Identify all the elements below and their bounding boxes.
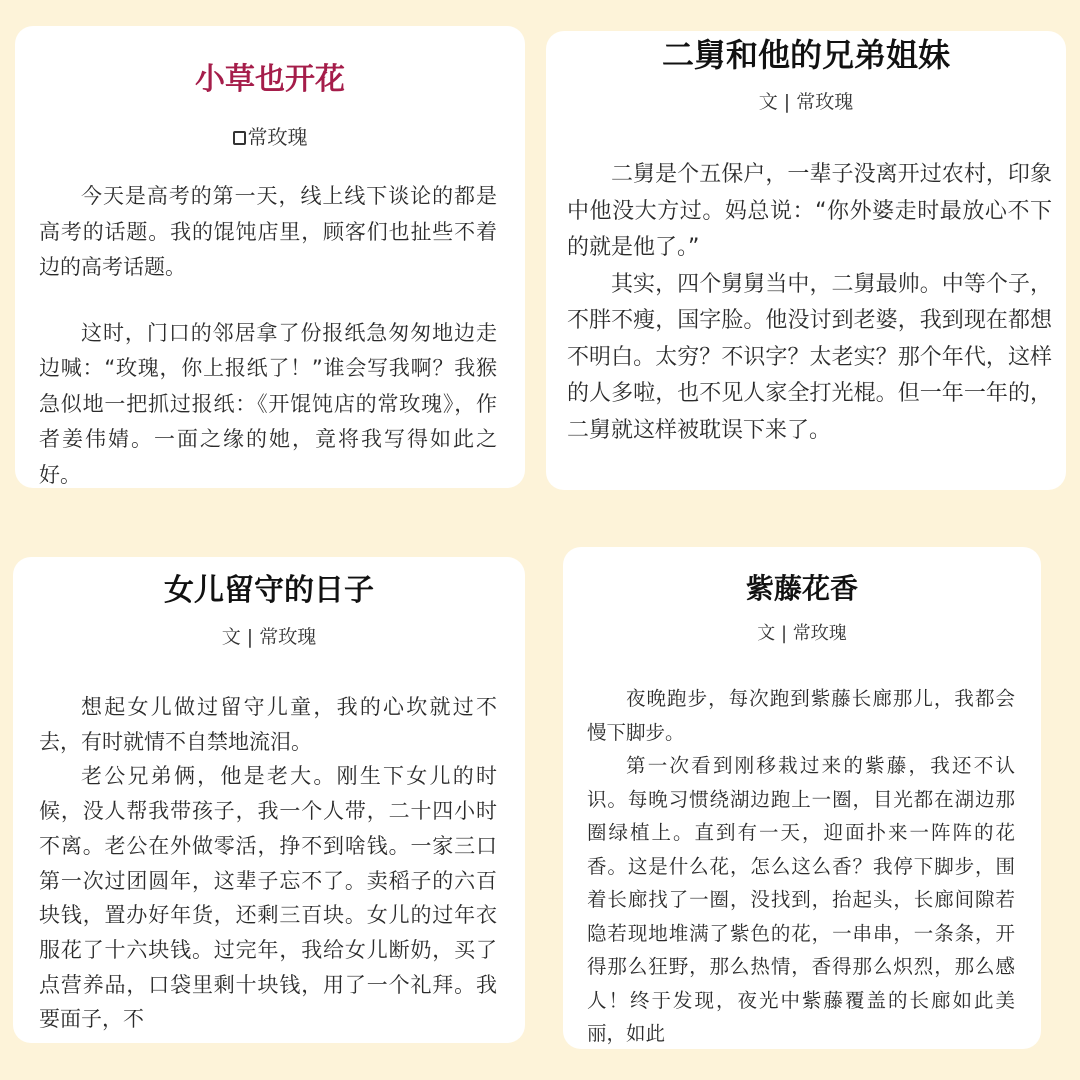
placeholder-box-icon — [233, 131, 246, 145]
article-card-2 — [546, 31, 1066, 490]
paragraph: 老公兄弟俩，他是老大。刚生下女儿的时候，没人帮我带孩子，我一个人带，二十四小时不离。老公在外做零活，挣不到啥钱。一家三口第一次过团圆年，这辈子忘不了。卖稻子的六百块钱，置办好年货，还剩三百块。女儿的过年衣服花了十六块钱。过完年，我给女儿断奶，买了点营养品，口袋里剩十块钱，用了一个礼拜。我要面子，不 — [39, 764, 497, 1032]
paragraph: 第一次看到刚移栽过来的紫藤，我还不认识。每晚习惯绕湖边跑上一圈，目光都在湖边那圈绿植上。直到有一天，迎面扑来一阵阵的花香。这是什么花，怎么这么香？我停下脚步，围着长廊找了一圈，没找到，抬起头，长廊间隙若隐若现地堆满了紫色的花，一串串，一条条，开得那么狂野，那么热情，香得那么炽烈，那么感人！终于发现，夜光中紫藤覆盖的长廊如此美丽，如此 — [587, 754, 1015, 1045]
paragraph: 其实，四个舅舅当中，二舅最帅。中等个子，不胖不瘦，国字脸。他没讨到老婆，我到现在都想不明白。太穷？不识字？太老实？那个年代，这样的人多啦，也不见人家全打光棍。但一年一年的，二舅就这样被耽误下来了。 — [567, 271, 1052, 443]
card-title: 小草也开花 — [195, 62, 345, 97]
card-title: 二舅和他的兄弟姐妹 — [661, 36, 950, 74]
card-body — [567, 157, 1052, 449]
card-byline: 文 | 常玫瑰 — [758, 91, 854, 113]
article-card-1 — [15, 26, 525, 488]
paragraph: 夜晚跑步，每次跑到紫藤长廊那儿，我都会慢下脚步。 — [587, 687, 1015, 744]
card-byline — [15, 124, 525, 150]
paragraph: 二舅是个五保户，一辈子没离开过农村，印象中他没大方过。妈总说：“你外婆走时最放心不下的就是他了。” — [567, 162, 1052, 260]
card-body — [587, 682, 1015, 1049]
paragraph: 想起女儿做过留守儿童，我的心坎就过不去，有时就情不自禁地流泪。 — [39, 695, 497, 754]
card-body — [39, 179, 497, 488]
card-title: 女儿留守的日子 — [164, 573, 374, 608]
card-byline: 文 | 常玫瑰 — [757, 623, 847, 644]
card-byline: 文 | 常玫瑰 — [221, 626, 317, 648]
card-body — [39, 690, 497, 1037]
article-card-3 — [13, 557, 525, 1043]
card-author: 常玫瑰 — [247, 125, 308, 149]
paragraph: 这时，门口的邻居拿了份报纸急匆匆地边走边喊：“玫瑰，你上报纸了！”谁会写我啊？我猴急似地一把抓过报纸：《开馄饨店的常玫瑰》，作者姜伟婧。一面之缘的她，竟将我写得如此之好。 — [39, 320, 497, 487]
card-title: 紫藤花香 — [745, 572, 858, 605]
paragraph-gap — [39, 286, 497, 316]
article-card-4 — [563, 547, 1041, 1049]
paragraph: 今天是高考的第一天，线上线下谈论的都是高考的话题。我的馄饨店里，顾客们也扯些不着边的高考话题。 — [39, 184, 497, 279]
